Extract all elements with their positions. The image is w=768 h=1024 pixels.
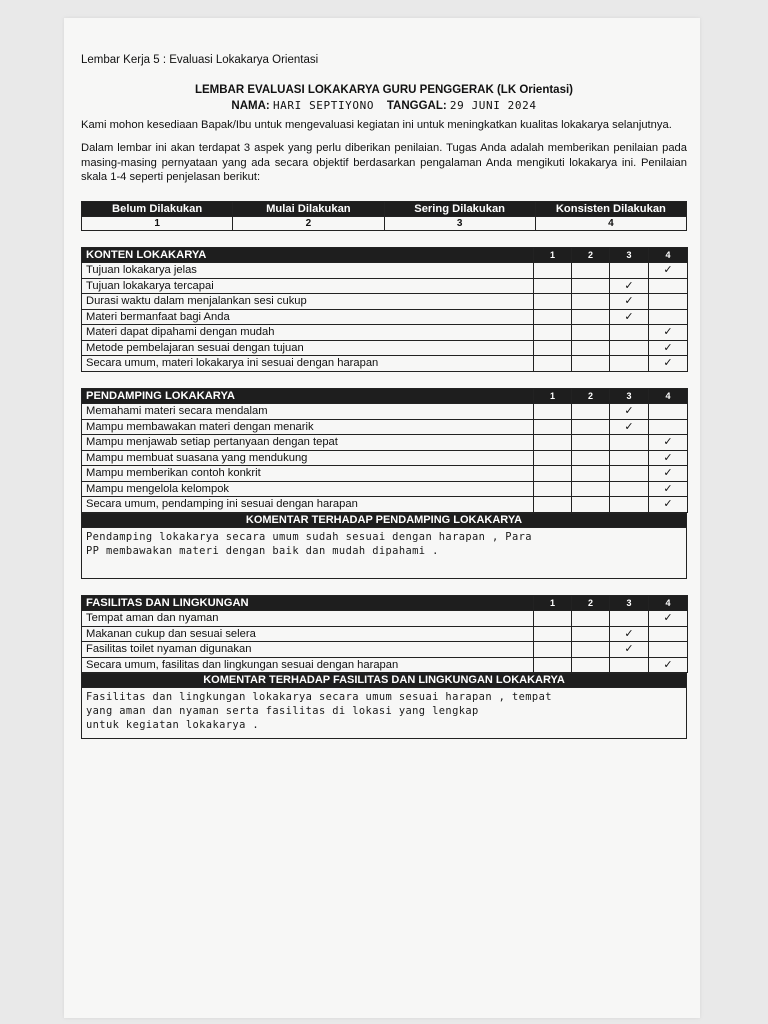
fasilitas-komentar-box — [81, 688, 687, 739]
fasilitas-col-2: 2 — [572, 595, 610, 611]
fasilitas-rating-cell-4[interactable] — [649, 626, 688, 642]
table-row — [82, 325, 688, 341]
konten-statement: Secara umum, materi lokakarya ini sesuai dengan harapan — [82, 356, 534, 372]
komentar-line: yang aman dan nyaman serta fasilitas di lokasi yang lengkap — [86, 705, 479, 717]
konten-rating-cell-2[interactable] — [572, 278, 610, 294]
pendamping-rating-cell-1[interactable] — [534, 450, 572, 466]
table-row — [82, 626, 688, 642]
pendamping-statement: Mampu membuat suasana yang mendukung — [82, 450, 534, 466]
konten-rating-cell-3[interactable] — [610, 309, 649, 325]
pendamping-rating-cell-4[interactable] — [649, 481, 688, 497]
komentar-line: PP membawakan materi dengan baik dan mudah dipahami . — [86, 544, 439, 557]
konten-statement: Metode pembelajaran sesuai dengan tujuan — [82, 340, 534, 356]
konten-rating-cell-4[interactable] — [649, 325, 688, 341]
fasilitas-rating-cell-2[interactable] — [572, 611, 610, 627]
pendamping-rating-cell-4[interactable] — [649, 419, 688, 435]
konten-rating-cell-4[interactable] — [649, 263, 688, 279]
rating-scale-table — [81, 201, 687, 231]
konten-rating-cell-4[interactable] — [649, 356, 688, 372]
pendamping-rating-cell-4[interactable] — [649, 404, 688, 420]
fasilitas-rating-cell-2[interactable] — [572, 642, 610, 658]
check-mark-icon: ✓ — [663, 497, 673, 510]
check-mark-icon: ✓ — [663, 450, 673, 464]
pendamping-rating-cell-1[interactable] — [534, 435, 572, 451]
konten-rating-cell-2[interactable] — [572, 263, 610, 279]
fasilitas-rating-cell-4[interactable] — [649, 657, 688, 673]
konten-rating-cell-1[interactable] — [534, 340, 572, 356]
fasilitas-rating-cell-1[interactable] — [534, 642, 572, 658]
konten-statement: Durasi waktu dalam menjalankan sesi cukup — [82, 294, 534, 310]
table-row — [82, 466, 688, 482]
konten-rating-cell-3[interactable] — [610, 278, 649, 294]
nama-label: NAMA: — [231, 100, 270, 112]
pendamping-rating-cell-1[interactable] — [534, 419, 572, 435]
konten-col-4: 4 — [649, 247, 688, 263]
konten-rating-cell-3[interactable] — [610, 263, 649, 279]
intro-paragraph-2: Dalam lembar ini akan terdapat 3 aspek yang perlu diberikan penilaian. Tugas Anda adalah memberikan penilaian pada masing-masing pernyataan yang ada secara objektif berdasarkan pengalaman Anda mengikuti lokakarya ini. Penilaian skala 1-4 seperti penjelasan berikut: — [81, 142, 687, 183]
table-row — [82, 404, 688, 420]
konten-rating-cell-1[interactable] — [534, 356, 572, 372]
pendamping-rating-cell-2[interactable] — [572, 404, 610, 420]
pendamping-col-2: 2 — [572, 388, 610, 404]
konten-rating-cell-3[interactable] — [610, 356, 649, 372]
nama-value: HARI SEPTIYONO — [272, 99, 375, 112]
komentar-line: Pendamping lokakarya secara umum sudah sesuai dengan harapan , Para — [86, 530, 532, 543]
konten-statement: Tujuan lokakarya tercapai — [82, 278, 534, 294]
scale-label-2: Mulai Dilakukan — [233, 201, 384, 216]
konten-rating-cell-1[interactable] — [534, 278, 572, 294]
konten-rating-cell-2[interactable] — [572, 309, 610, 325]
konten-statement: Tujuan lokakarya jelas — [82, 263, 534, 279]
scale-value-4: 4 — [535, 216, 686, 230]
konten-rating-cell-1[interactable] — [534, 294, 572, 310]
tanggal-label: TANGGAL: — [386, 100, 447, 112]
konten-col-1: 1 — [534, 247, 572, 263]
konten-lokakarya-table — [81, 247, 688, 372]
pendamping-rating-cell-3[interactable] — [610, 419, 649, 435]
konten-rating-cell-1[interactable] — [534, 309, 572, 325]
scale-value-2: 2 — [233, 216, 384, 230]
fasilitas-statement: Fasilitas toilet nyaman digunakan — [82, 642, 534, 658]
scale-label-4: Konsisten Dilakukan — [535, 201, 686, 216]
pendamping-rating-cell-2[interactable] — [572, 466, 610, 482]
komentar-line: Fasilitas dan lingkungan lokakarya secara umum sesuai harapan , tempat — [86, 691, 552, 703]
konten-rating-cell-3[interactable] — [610, 294, 649, 310]
fasilitas-rating-cell-2[interactable] — [572, 657, 610, 673]
pendamping-rating-cell-1[interactable] — [534, 497, 572, 513]
pendamping-lokakarya-table — [81, 388, 688, 513]
fasilitas-col-1: 1 — [534, 595, 572, 611]
konten-rating-cell-4[interactable] — [649, 294, 688, 310]
pendamping-rating-cell-3[interactable] — [610, 497, 649, 513]
pendamping-komentar-box — [81, 528, 687, 579]
worksheet-content — [81, 54, 687, 739]
table-row — [82, 263, 688, 279]
scale-value-1: 1 — [82, 216, 233, 230]
fasilitas-statement: Tempat aman dan nyaman — [82, 611, 534, 627]
check-mark-icon: ✓ — [663, 340, 673, 354]
fasilitas-section-title: FASILITAS DAN LINGKUNGAN — [82, 595, 534, 611]
pendamping-rating-cell-4[interactable] — [649, 435, 688, 451]
fasilitas-statement: Secara umum, fasilitas dan lingkungan sesuai dengan harapan — [82, 657, 534, 673]
konten-col-3: 3 — [610, 247, 649, 263]
table-row — [82, 309, 688, 325]
pendamping-rating-cell-3[interactable] — [610, 435, 649, 451]
pendamping-statement: Memahami materi secara mendalam — [82, 404, 534, 420]
konten-section-title: KONTEN LOKAKARYA — [82, 247, 534, 263]
fasilitas-rating-cell-2[interactable] — [572, 626, 610, 642]
pendamping-rating-cell-3[interactable] — [610, 481, 649, 497]
fasilitas-col-3: 3 — [610, 595, 649, 611]
check-mark-icon: ✓ — [624, 626, 634, 640]
scale-label-1: Belum Dilakukan — [82, 201, 233, 216]
pendamping-rating-cell-1[interactable] — [534, 481, 572, 497]
check-mark-icon: ✓ — [663, 466, 673, 479]
pendamping-statement: Mampu menjawab setiap pertanyaan dengan tepat — [82, 435, 534, 451]
konten-rating-cell-4[interactable] — [649, 309, 688, 325]
fasilitas-rating-cell-3[interactable] — [610, 626, 649, 642]
pendamping-rating-cell-2[interactable] — [572, 497, 610, 513]
form-title: LEMBAR EVALUASI LOKAKARYA GURU PENGGERAK (LK Orientasi) — [194, 84, 574, 96]
check-mark-icon: ✓ — [624, 404, 634, 417]
pendamping-rating-cell-4[interactable] — [649, 497, 688, 513]
konten-rating-cell-4[interactable] — [649, 278, 688, 294]
konten-rating-cell-1[interactable] — [534, 263, 572, 279]
pendamping-rating-cell-4[interactable] — [649, 466, 688, 482]
pendamping-statement: Secara umum, pendamping ini sesuai dengan harapan — [82, 497, 534, 513]
table-row — [82, 419, 688, 435]
fasilitas-rating-cell-3[interactable] — [610, 642, 649, 658]
komentar-line: untuk kegiatan lokakarya . — [86, 719, 260, 731]
fasilitas-lingkungan-table — [81, 595, 688, 674]
table-row — [82, 340, 688, 356]
check-mark-icon: ✓ — [624, 642, 634, 655]
pendamping-col-1: 1 — [534, 388, 572, 404]
check-mark-icon: ✓ — [663, 435, 673, 448]
pendamping-rating-cell-2[interactable] — [572, 481, 610, 497]
check-mark-icon: ✓ — [663, 481, 673, 495]
konten-rating-cell-2[interactable] — [572, 294, 610, 310]
pendamping-col-4: 4 — [649, 388, 688, 404]
scale-label-3: Sering Dilakukan — [384, 201, 535, 216]
table-row — [82, 356, 688, 372]
konten-rating-cell-3[interactable] — [610, 325, 649, 341]
table-row — [82, 278, 688, 294]
table-row — [82, 497, 688, 513]
konten-statement: Materi bermanfaat bagi Anda — [82, 309, 534, 325]
check-mark-icon: ✓ — [624, 309, 634, 323]
konten-statement: Materi dapat dipahami dengan mudah — [82, 325, 534, 341]
pendamping-rating-cell-3[interactable] — [610, 466, 649, 482]
pendamping-section-title: PENDAMPING LOKAKARYA — [82, 388, 534, 404]
fasilitas-rating-cell-4[interactable] — [649, 642, 688, 658]
fasilitas-komentar-title: KOMENTAR TERHADAP FASILITAS DAN LINGKUNGAN LOKAKARYA — [81, 673, 687, 688]
fasilitas-rating-cell-3[interactable] — [610, 611, 649, 627]
intro-paragraph-1: Kami mohon kesediaan Bapak/Ibu untuk mengevaluasi kegiatan ini untuk meningkatkan kualitas lokakarya selanjutnya. — [81, 119, 672, 131]
table-row — [82, 435, 688, 451]
pendamping-rating-cell-4[interactable] — [649, 450, 688, 466]
pendamping-rating-cell-3[interactable] — [610, 450, 649, 466]
fasilitas-rating-cell-1[interactable] — [534, 657, 572, 673]
pendamping-rating-cell-1[interactable] — [534, 404, 572, 420]
fasilitas-col-4: 4 — [649, 595, 688, 611]
scale-value-3: 3 — [384, 216, 535, 230]
fasilitas-statement: Makanan cukup dan sesuai selera — [82, 626, 534, 642]
table-row — [82, 294, 688, 310]
fasilitas-rating-cell-4[interactable] — [649, 611, 688, 627]
pendamping-statement: Mampu memberikan contoh konkrit — [82, 466, 534, 482]
worksheet-page — [64, 18, 700, 1018]
konten-rating-cell-1[interactable] — [534, 325, 572, 341]
konten-rating-cell-3[interactable] — [610, 340, 649, 356]
table-row — [82, 450, 688, 466]
check-mark-icon: ✓ — [624, 278, 634, 292]
check-mark-icon: ✓ — [663, 325, 673, 338]
konten-col-2: 2 — [572, 247, 610, 263]
fasilitas-rating-cell-1[interactable] — [534, 611, 572, 627]
pendamping-statement: Mampu membawakan materi dengan menarik — [82, 419, 534, 435]
pendamping-rating-cell-2[interactable] — [572, 435, 610, 451]
pendamping-rating-cell-2[interactable] — [572, 450, 610, 466]
tanggal-value: 29 JUNI 2024 — [449, 99, 537, 112]
check-mark-icon: ✓ — [624, 419, 634, 433]
check-mark-icon: ✓ — [624, 294, 634, 307]
check-mark-icon: ✓ — [663, 263, 673, 276]
pendamping-col-3: 3 — [610, 388, 649, 404]
konten-rating-cell-2[interactable] — [572, 340, 610, 356]
pendamping-rating-cell-1[interactable] — [534, 466, 572, 482]
konten-rating-cell-2[interactable] — [572, 325, 610, 341]
check-mark-icon: ✓ — [663, 611, 673, 624]
konten-rating-cell-4[interactable] — [649, 340, 688, 356]
name-date-line — [81, 98, 687, 114]
pendamping-komentar-title: KOMENTAR TERHADAP PENDAMPING LOKAKARYA — [81, 513, 687, 528]
fasilitas-rating-cell-1[interactable] — [534, 626, 572, 642]
table-row — [82, 642, 688, 658]
pendamping-statement: Mampu mengelola kelompok — [82, 481, 534, 497]
pendamping-rating-cell-3[interactable] — [610, 404, 649, 420]
table-row — [82, 611, 688, 627]
fasilitas-rating-cell-3[interactable] — [610, 657, 649, 673]
pendamping-rating-cell-2[interactable] — [572, 419, 610, 435]
table-row — [82, 481, 688, 497]
check-mark-icon: ✓ — [663, 356, 673, 369]
table-row — [82, 657, 688, 673]
worksheet-label: Lembar Kerja 5 : Evaluasi Lokakarya Orientasi — [81, 54, 319, 66]
check-mark-icon: ✓ — [663, 657, 673, 671]
konten-rating-cell-2[interactable] — [572, 356, 610, 372]
